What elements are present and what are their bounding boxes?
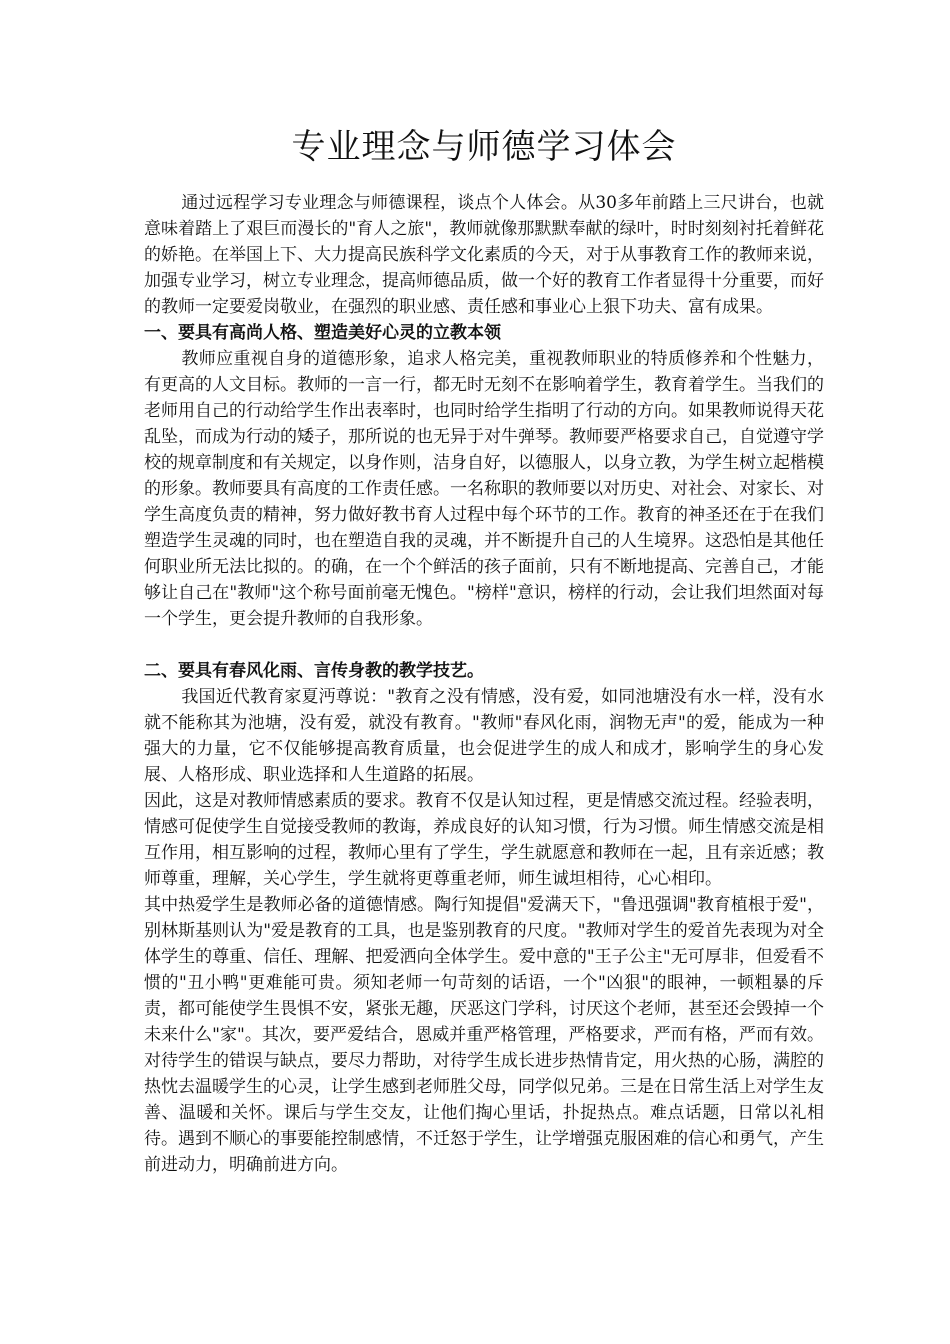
document-page xyxy=(144,118,824,1178)
intro-paragraph: 通过远程学习专业理念与师德课程，谈点个人体会。从30多年前踏上三尺讲台，也就意味着踏上了艰巨而漫长的"育人之旅"，教师就像那默默奉献的绿叶，时时刻刻衬托着鲜花的娇艳。在举国上下、大力提高民族科学文化素质的今天，对于从事教育工作的教师来说，加强专业学习，树立专业理念，提高师德品质，做一个好的教育工作者显得十分重要，而好的教师一定要爱岗敬业，在强烈的职业感、责任感和事业心上狠下功夫、富有成果。 xyxy=(144,193,824,317)
section1-heading: 一、要具有高尚人格、塑造美好心灵的立教本领 xyxy=(144,323,501,343)
section2-paragraph-3: 其中热爱学生是教师必备的道德情感。陶行知提倡"爱满天下，"鲁迅强调"教育植根于爱"，别林斯基则认为"爱是教育的工具，也是鉴别教育的尺度。"教师对学生的爱首先表现为对全体学生的尊重、信任、理解、把爱洒向全体学生。爱中意的"王子公主"无可厚非，但爱看不惯的"丑小鸭"更难能可贵。须知老师一句苛刻的话语，一个"凶狠"的眼神，一顿粗暴的斥责，都可能使学生畏惧不安，紧张无趣，厌恶这门学科，讨厌这个老师，甚至还会毁掉一个未来什么"家"。其次，要严爱结合，恩威并重严格管理，严格要求，严而有格，严而有效。对待学生的错误与缺点，要尽力帮助，对待学生成长进步热情肯定，用火热的心肠，满腔的热忱去温暖学生的心灵，让学生感到老师胜父母，同学似兄弟。三是在日常生活上对学生友善、温暖和关怀。课后与学生交友，让他们掏心里话，扑捉热点。难点话题，日常以礼相待。遇到不顺心的事要能控制感情，不迁怒于学生，让学增强克服困难的信心和勇气，产生前进动力，明确前进方向。 xyxy=(144,895,824,1175)
section2-paragraph-1: 我国近代教育家夏沔尊说："教育之没有情感，没有爱，如同池塘没有水一样，没有水就不能称其为池塘，没有爱，就没有教育。"教师"春风化雨，润物无声"的爱，能成为一种强大的力量，它不仅能够提高教育质量，也会促进学生的成人和成才，影响学生的身心发展、人格形成、职业选择和人生道路的拓展。 xyxy=(144,687,824,785)
section-spacer xyxy=(144,632,824,658)
section2-heading: 二、要具有春风化雨、言传身教的教学技艺。 xyxy=(144,661,484,681)
document-title: 专业理念与师德学习体会 xyxy=(291,127,677,167)
section1-paragraph: 教师应重视自身的道德形象，追求人格完美，重视教师职业的特质修养和个性魅力，有更高的人文目标。教师的一言一行，都无时无刻不在影响着学生，教育着学生。当我们的老师用自己的行动给学生作出表率时，也同时给学生指明了行动的方向。如果教师说得天花乱坠，而成为行动的矮子，那所说的也无异于对牛弹琴。教师要严格要求自己，自觉遵守学校的规章制度和有关规定，以身作则，洁身自好，以德服人，以身立教，为学生树立起楷模的形象。教师要具有高度的工作责任感。一名称职的教师要以对历史、对社会、对家长、对学生高度负责的精神，努力做好教书育人过程中每个环节的工作。教育的神圣还在于在我们塑造学生灵魂的同时，也在塑造自我的灵魂，并不断提升自己的人生境界。这恐怕是其他任何职业所无法比拟的。的确，在一个个鲜活的孩子面前，只有不断地提高、完善自己，才能够让自己在"教师"这个称号面前毫无愧色。"榜样"意识，榜样的行动，会让我们坦然面对每一个学生，更会提升教师的自我形象。 xyxy=(144,349,824,629)
section2-paragraph-2: 因此，这是对教师情感素质的要求。教育不仅是认知过程，更是情感交流过程。经验表明，情感可促使学生自觉接受教师的教诲，养成良好的认知习惯，行为习惯。师生情感交流是相互作用，相互影响的过程，教师心里有了学生，学生就愿意和教师在一起，且有亲近感；教师尊重，理解，关心学生，学生就将更尊重老师，师生诚坦相待，心心相印。 xyxy=(144,791,824,889)
